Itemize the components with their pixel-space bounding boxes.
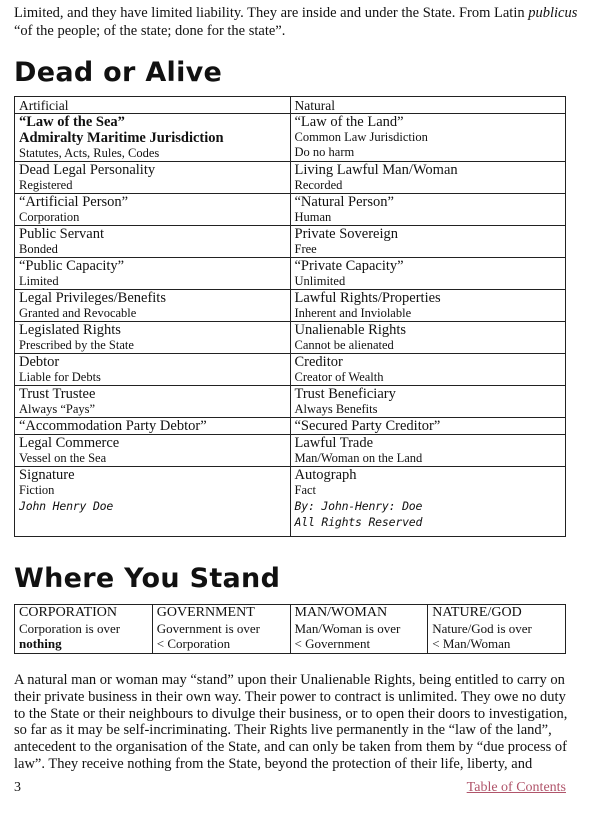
column-man-woman — [290, 605, 428, 654]
table-cell — [15, 226, 291, 258]
cell-subtitle: Granted and Revocable — [19, 306, 137, 320]
table-row — [15, 162, 566, 194]
table-cell — [15, 258, 291, 290]
cell-title: Legal Privileges/Benefits — [19, 290, 166, 306]
cell-title: Creditor — [294, 354, 343, 370]
cell-title: “Natural Person” — [294, 194, 394, 210]
cell-subtitle: Fact — [294, 483, 317, 497]
table-cell — [290, 194, 566, 226]
cell-subtitle: Recorded — [294, 178, 343, 192]
cell-subtitle: Vessel on the Sea — [19, 451, 107, 465]
cell-title: “Private Capacity” — [294, 258, 404, 274]
table-row — [15, 605, 566, 654]
rights-reserved-script: All Rights Reserved — [294, 515, 423, 529]
cell-title: “Accommodation Party Debtor” — [19, 418, 207, 434]
dead-or-alive-heading: Dead or Alive — [14, 57, 223, 88]
table-cell — [290, 418, 566, 435]
table-row — [15, 226, 566, 258]
cell-subtitle: Always Benefits — [294, 402, 378, 416]
cell-title: “Public Capacity” — [19, 258, 125, 274]
column-government — [152, 605, 290, 654]
table-cell — [15, 322, 291, 354]
table-cell — [15, 418, 291, 435]
where-you-stand-table — [14, 604, 566, 654]
cell-subtitle: Inherent and Inviolable — [294, 306, 412, 320]
cell-subtitle: Creator of Wealth — [294, 370, 384, 384]
cell-title: Debtor — [19, 354, 60, 370]
table-row — [15, 418, 566, 435]
cell-subtitle: Limited — [19, 274, 59, 288]
body-paragraph: A natural man or woman may “stand” upon their Unalienable Rights, being entitled to carry on their private business in their own way. Their power to contract is unlimited. They owe no duty to the State or their neighbours to divulge their business, or to open their doors to investigation, so far as it may be self-incriminating. Their Rights live permanently in the “law of the land”, antecedent to the organisation of the State, and can only be taken from them by “due process of law”. They receive nothing from the State, beyond the protection of their life, liberty, and — [14, 672, 568, 772]
cell-title: Dead Legal Personality — [19, 162, 156, 178]
cell-subtitle: Common Law Jurisdiction — [294, 130, 428, 144]
cell-subtitle: Statutes, Acts, Rules, Codes — [19, 146, 160, 160]
intro-italic: publicus — [528, 5, 578, 21]
cell-title: “Secured Party Creditor” — [294, 418, 441, 434]
cell-title: “Law of the Land” — [294, 114, 404, 130]
cell-subtitle: Registered — [19, 178, 73, 192]
table-row — [15, 114, 566, 162]
column-desc: < Man/Woman — [432, 636, 511, 651]
table-row — [15, 435, 566, 467]
table-cell — [15, 114, 291, 162]
cell-subtitle: Fiction — [19, 483, 55, 497]
table-cell — [290, 386, 566, 418]
table-row — [15, 194, 566, 226]
cell-subtitle: Prescribed by the State — [19, 338, 134, 352]
table-cell — [15, 467, 291, 537]
cell-title: Autograph — [294, 467, 357, 483]
column-caption: NATURE/GOD — [432, 605, 522, 620]
column-corporation — [15, 605, 153, 654]
cell-subtitle: Unlimited — [294, 274, 346, 288]
column-desc: Man/Woman is over — [294, 621, 401, 636]
table-cell — [290, 354, 566, 386]
table-cell — [15, 290, 291, 322]
table-cell — [290, 226, 566, 258]
table-cell — [290, 258, 566, 290]
table-cell — [290, 467, 566, 537]
column-desc: Government is over — [156, 621, 261, 636]
cell-subtitle: Corporation — [19, 210, 80, 224]
table-cell — [15, 354, 291, 386]
column-caption: MAN/WOMAN — [294, 605, 388, 620]
cell-title: Living Lawful Man/Woman — [294, 162, 458, 178]
cell-subtitle: Do no harm — [294, 145, 355, 159]
table-cell — [15, 386, 291, 418]
table-cell — [15, 194, 291, 226]
intro-part1: Limited, and they have limited liability. They are inside and under the State. From Latin — [14, 5, 529, 21]
cell-title: Lawful Rights/Properties — [294, 290, 441, 306]
table-cell — [290, 290, 566, 322]
autograph-script: By: John-Henry: Doe — [294, 499, 423, 513]
cell-title: Trust Beneficiary — [294, 386, 396, 402]
header-artificial: Artificial — [15, 97, 291, 114]
cell-title: Public Servant — [19, 226, 104, 242]
cell-title: Legislated Rights — [19, 322, 121, 338]
table-cell — [290, 322, 566, 354]
cell-title: “Artificial Person” — [19, 194, 129, 210]
table-cell — [290, 162, 566, 194]
table-cell — [290, 435, 566, 467]
signature-script: John Henry Doe — [19, 499, 114, 513]
cell-subtitle: Human — [294, 210, 332, 224]
table-row — [15, 290, 566, 322]
intro-text — [14, 4, 586, 40]
column-nature-god — [428, 605, 566, 654]
cell-title: Admiralty Maritime Jurisdiction — [19, 130, 224, 146]
cell-subtitle: Free — [294, 242, 317, 256]
table-of-contents-link[interactable]: Table of Contents — [466, 780, 566, 795]
intro-part2: “of the people; of the state; done for the state”. — [14, 23, 286, 39]
cell-title: Lawful Trade — [294, 435, 374, 451]
table-row — [15, 467, 566, 537]
table-row — [15, 322, 566, 354]
column-desc: Nature/God is over — [432, 621, 532, 636]
cell-subtitle: Cannot be alienated — [294, 338, 394, 352]
dead-or-alive-table — [14, 96, 566, 537]
column-desc: < Corporation — [156, 636, 231, 651]
column-desc: nothing — [19, 636, 62, 651]
table-row — [15, 258, 566, 290]
table-header-row — [15, 97, 566, 114]
column-desc: < Government — [294, 636, 371, 651]
table-cell — [15, 435, 291, 467]
cell-subtitle: Liable for Debts — [19, 370, 101, 384]
table-row — [15, 354, 566, 386]
cell-title: “Law of the Sea” — [19, 114, 125, 130]
column-desc: Corporation is over — [19, 621, 121, 636]
cell-subtitle: Bonded — [19, 242, 58, 256]
column-caption: CORPORATION — [19, 605, 118, 620]
page-number: 3 — [14, 780, 21, 795]
cell-title: Private Sovereign — [294, 226, 398, 242]
cell-subtitle: Always “Pays” — [19, 402, 96, 416]
column-caption: GOVERNMENT — [156, 605, 255, 620]
cell-title: Trust Trustee — [19, 386, 96, 402]
cell-title: Legal Commerce — [19, 435, 120, 451]
cell-title: Unalienable Rights — [294, 322, 407, 338]
table-cell — [15, 162, 291, 194]
table-cell — [290, 114, 566, 162]
header-natural: Natural — [290, 97, 566, 114]
cell-subtitle: Man/Woman on the Land — [294, 451, 423, 465]
cell-title: Signature — [19, 467, 75, 483]
where-you-stand-heading: Where You Stand — [14, 563, 281, 594]
table-row — [15, 386, 566, 418]
